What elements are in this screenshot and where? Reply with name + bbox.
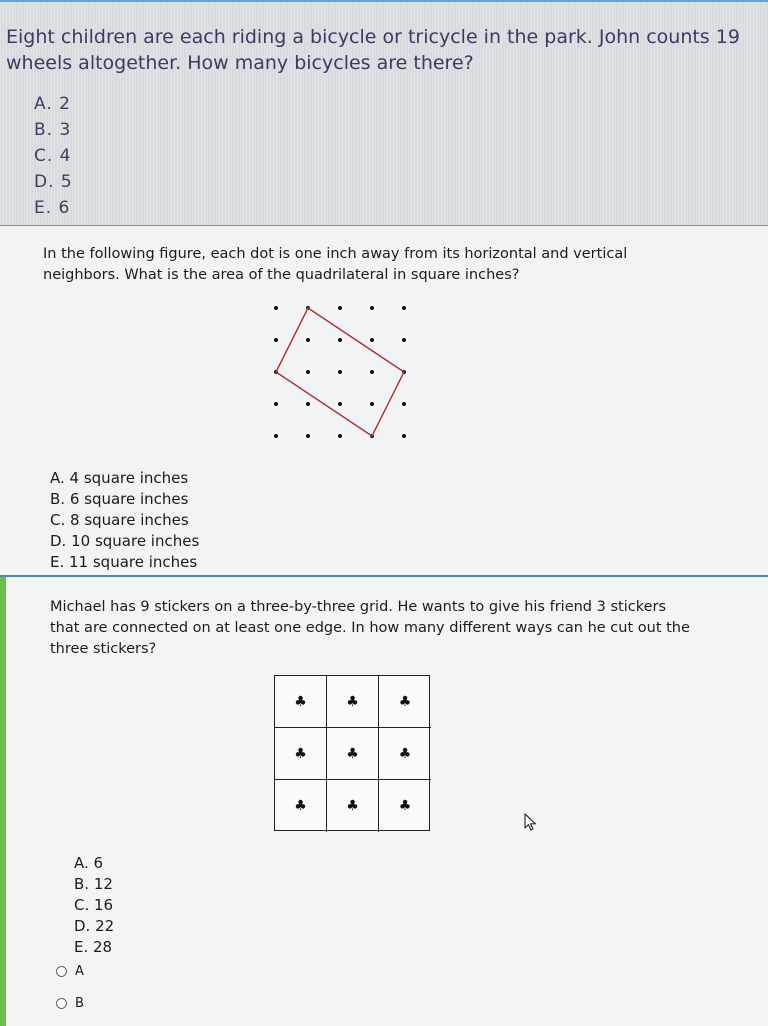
q1-option-e[interactable]: E. 6 (34, 198, 71, 218)
q2-option-d[interactable]: D. 10 square inches (50, 532, 200, 550)
sticker-cell (327, 676, 379, 728)
sticker-cell (275, 780, 327, 832)
club-icon: ♣ (398, 745, 412, 762)
grid-dot (274, 434, 278, 438)
q3-option-b: B. 12 (74, 875, 113, 893)
answer-radio-a-label: A (75, 964, 84, 979)
mouse-cursor-icon (523, 813, 539, 833)
grid-dot (306, 402, 310, 406)
grid-dot (370, 370, 374, 374)
question-1-panel (0, 0, 768, 227)
q3-option-e: E. 28 (74, 938, 113, 956)
q1-option-c[interactable]: C. 4 (34, 146, 72, 166)
grid-dot (370, 306, 374, 310)
q3-option-a: A. 6 (74, 854, 104, 872)
sticker-grid (274, 675, 430, 831)
radio-circle-icon[interactable] (56, 998, 67, 1009)
grid-dot (338, 434, 342, 438)
grid-dot (402, 306, 406, 310)
question-1-text: Eight children are each riding a bicycle or tricycle in the park. John counts 19 wheels altogether. How many bicycles are there? (6, 26, 740, 74)
club-icon: ♣ (346, 693, 359, 710)
grid-dot (274, 402, 278, 406)
sticker-cell (379, 676, 431, 728)
q2-option-c[interactable]: C. 8 square inches (50, 511, 189, 529)
club-icon: ♣ (346, 745, 359, 762)
grid-dot (338, 306, 342, 310)
sticker-cell (379, 728, 431, 780)
q1-option-a[interactable]: A. 2 (34, 94, 71, 114)
sticker-cell (327, 728, 379, 780)
q2-option-a[interactable]: A. 4 square inches (50, 469, 189, 487)
grid-dot (274, 306, 278, 310)
q3-option-c: C. 16 (74, 896, 114, 914)
answer-radio-b[interactable] (56, 996, 84, 1011)
club-icon: ♣ (346, 798, 359, 814)
green-accent-bar (0, 577, 6, 1026)
q2-option-b[interactable]: B. 6 square inches (50, 490, 189, 508)
grid-dot (402, 338, 406, 342)
grid-dot (370, 402, 374, 406)
dot-grid-figure (258, 296, 418, 446)
radio-circle-icon[interactable] (56, 966, 67, 977)
grid-dot (338, 402, 342, 406)
grid-dot (338, 338, 342, 342)
sticker-cell (275, 728, 327, 780)
club-icon: ♣ (398, 798, 412, 814)
question-3-text: Michael has 9 stickers on a three-by-three grid. He wants to give his friend 3 stickers that are connected on at least one edge. In how many different ways can he cut out the three stickers? (50, 599, 690, 657)
club-icon: ♣ (294, 798, 307, 814)
answer-radio-a[interactable] (56, 964, 84, 979)
grid-dot (402, 434, 406, 438)
club-icon: ♣ (398, 693, 412, 710)
grid-dot (338, 370, 342, 374)
question-2-panel (0, 225, 768, 576)
sticker-cell (379, 780, 431, 832)
club-icon: ♣ (294, 745, 307, 762)
grid-dot (370, 338, 374, 342)
grid-dot (402, 402, 406, 406)
grid-dot (306, 338, 310, 342)
grid-dot (274, 338, 278, 342)
sticker-cell (275, 676, 327, 728)
q3-option-d: D. 22 (74, 917, 115, 935)
answer-radio-b-label: B (75, 996, 84, 1011)
q2-option-e[interactable]: E. 11 square inches (50, 553, 198, 571)
grid-dot (306, 434, 310, 438)
grid-dot (306, 370, 310, 374)
sticker-cell (327, 780, 379, 832)
question-3-options (74, 853, 114, 958)
question-1-options (34, 91, 73, 221)
question-2-text: In the following figure, each dot is one inch away from its horizontal and vertical neighbors. What is the area of the quadrilateral in square inches? (43, 246, 628, 283)
question-2-options (50, 468, 199, 573)
question-3-panel (0, 575, 768, 1026)
q1-option-b[interactable]: B. 3 (34, 120, 72, 140)
q1-option-d[interactable]: D. 5 (34, 172, 73, 192)
club-icon: ♣ (294, 693, 307, 710)
